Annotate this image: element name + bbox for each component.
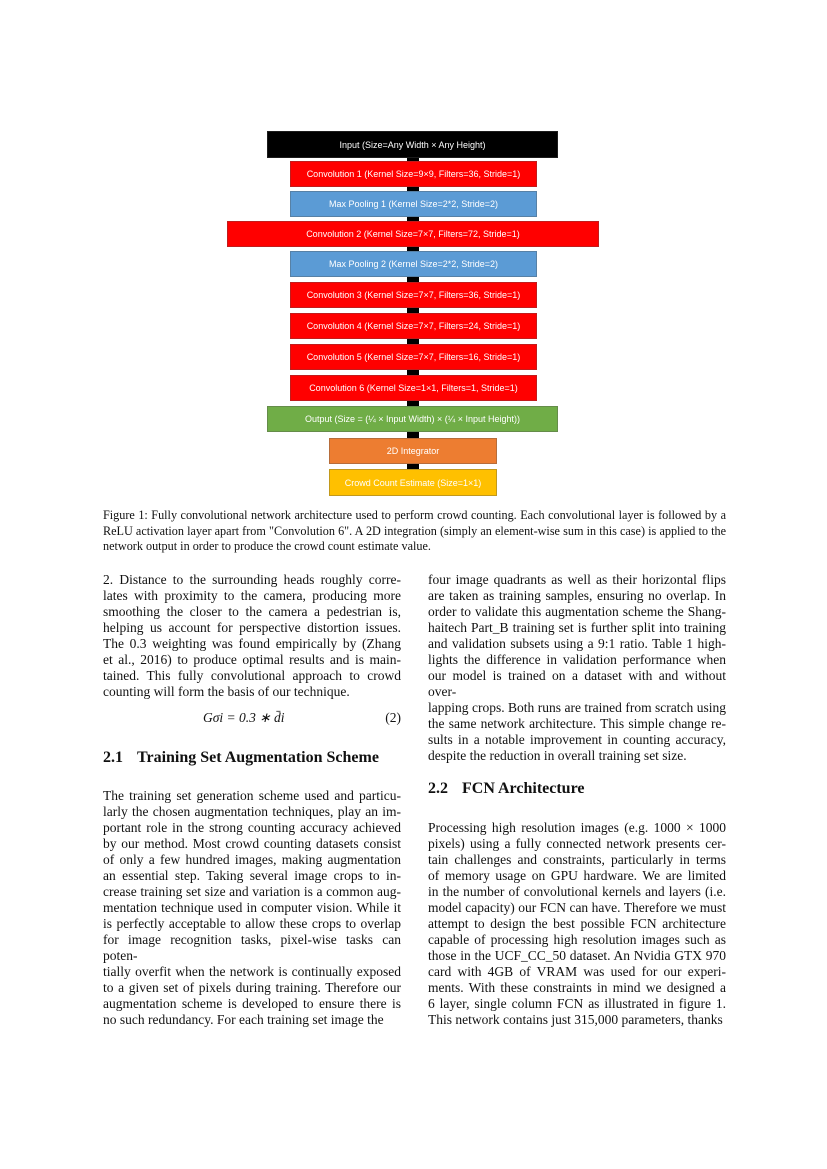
- text-line: This network contains just 315,000 parameters, thanks: [428, 1012, 723, 1027]
- text-line: Processing high resolution images (e.g. 1000 × 1000: [428, 820, 726, 835]
- text-line: tially overfit when the network is continually exposed: [103, 964, 401, 979]
- text-line: and validation subsets using a 9:1 ratio. Table 1 high-: [428, 636, 726, 651]
- layer-box: Convolution 1 (Kernel Size=9×9, Filters=36, Stride=1): [290, 161, 537, 187]
- layer-box: Input (Size=Any Width × Any Height): [267, 131, 558, 158]
- text-line: crease training set size and variation is a common aug-: [103, 884, 401, 899]
- text-line: lapping crops. Both runs are trained from scratch using: [428, 700, 726, 715]
- text-line: tain challenges and constraints, particularly in terms: [428, 852, 726, 867]
- text-line: pixels) using a fully connected network presents cer-: [428, 836, 726, 851]
- text-line: to a given set of pixels during training. Therefore our: [103, 980, 401, 995]
- text-line: our model is trained on a dataset with and without over-: [428, 668, 726, 699]
- figure-caption: Figure 1: Fully convolutional network architecture used to perform crowd counting. Each convolutional layer is followed by a ReLU activation layer apart from "Convolution 6". A 2D integration (simply an element-wise sum in this case) is applied to the network output in order to produce the crowd count estimate value.: [103, 508, 726, 553]
- text-line: of only a few hundred images, making augmentation: [103, 852, 401, 867]
- text-line: no such redundancy. For each training set image the: [103, 1012, 384, 1027]
- left-column: [103, 572, 401, 1028]
- section-heading-2-1: [103, 748, 401, 768]
- section-heading-2-2: [428, 779, 726, 799]
- layer-box: Max Pooling 1 (Kernel Size=2*2, Stride=2): [290, 191, 537, 217]
- text-line: The 0.3 weighting was found empirically by (Zhang: [103, 636, 401, 651]
- text-line: The training set generation scheme used and particu-: [103, 788, 401, 803]
- right-column: [428, 572, 726, 1028]
- text-line: portant role in the strong counting accuracy achieved: [103, 820, 401, 835]
- text-line: lights the difference in validation performance when: [428, 652, 726, 667]
- text-line: larly the chosen augmentation techniques, play an im-: [103, 804, 401, 819]
- text-line: capable of processing high resolution images such as: [428, 932, 726, 947]
- equation-number: (2): [385, 710, 401, 725]
- text-line: for image recognition tasks, pixel-wise tasks can poten-: [103, 932, 401, 963]
- text-line: mentation technique used in computer vision. While it: [103, 900, 401, 915]
- text-line: smoothing the closer to the camera a pedestrian is,: [103, 604, 401, 619]
- text-line: despite the reduction in overall training set size.: [428, 748, 687, 763]
- layer-box: Crowd Count Estimate (Size=1×1): [329, 469, 497, 496]
- text-line: is perfectly acceptable to allow these crops to overlap: [103, 916, 401, 931]
- text-line: helping us account for perspective distortion issues.: [103, 620, 401, 635]
- equation-body: Gσi = 0.3 ∗ d̄i: [203, 710, 285, 725]
- section-number: 2.1: [103, 749, 123, 766]
- text-line: counting will form the basis of our technique.: [103, 684, 350, 699]
- text-line: the same network architecture. This simple change re-: [428, 716, 726, 731]
- layer-box: Convolution 6 (Kernel Size=1×1, Filters=1, Stride=1): [290, 375, 537, 401]
- text-line: attempt to design the best possible FCN architecture: [428, 916, 726, 931]
- text-line: tained. This fully convolutional approach to crowd: [103, 668, 401, 683]
- text-line: order to validate this augmentation scheme the Shang-: [428, 604, 726, 619]
- layer-box: Output (Size = (¼ × Input Width) × (¼ × Input Height)): [267, 406, 558, 432]
- text-line: by our method. Most crowd counting datasets consist: [103, 836, 401, 851]
- text-line: 6 layer, single column FCN as illustrated in figure 1.: [428, 996, 726, 1011]
- text-line: 2. Distance to the surrounding heads roughly corre-: [103, 572, 401, 587]
- layer-box: 2D Integrator: [329, 438, 497, 464]
- text-line: card with 4GB of VRAM was used for our experi-: [428, 964, 726, 979]
- equation-2: [103, 708, 401, 728]
- right-paragraph-1: [428, 572, 726, 764]
- layer-box: Convolution 5 (Kernel Size=7×7, Filters=16, Stride=1): [290, 344, 537, 370]
- text-line: ments. With these constraints in mind we designed a: [428, 980, 726, 995]
- text-line: four image quadrants as well as their horizontal flips: [428, 572, 726, 587]
- text-line: lates with proximity to the camera, producing more: [103, 588, 401, 603]
- text-line: in the number of convolutional kernels and layers (i.e.: [428, 884, 726, 899]
- text-line: haitech Part_B training set is further split into training: [428, 620, 726, 635]
- layer-box: Convolution 3 (Kernel Size=7×7, Filters=36, Stride=1): [290, 282, 537, 308]
- section-title: FCN Architecture: [462, 780, 585, 797]
- layer-box: Convolution 4 (Kernel Size=7×7, Filters=24, Stride=1): [290, 313, 537, 339]
- text-line: are taken as training samples, ensuring no overlap. In: [428, 588, 726, 603]
- section-number: 2.2: [428, 780, 448, 797]
- text-line: sults in a notable improvement in counting accuracy,: [428, 732, 726, 747]
- text-line: those in the UCF_CC_50 dataset. An Nvidia GTX 970: [428, 948, 726, 963]
- text-line: model capacity) our FCN can have. Therefore we must: [428, 900, 726, 915]
- layer-box: Convolution 2 (Kernel Size=7×7, Filters=72, Stride=1): [227, 221, 599, 247]
- section-title: Training Set Augmentation Scheme: [137, 749, 379, 766]
- text-line: of memory usage on GPU hardware. We are limited: [428, 868, 726, 883]
- left-paragraph-2: [103, 788, 401, 1028]
- left-paragraph-1: [103, 572, 401, 700]
- text-line: et al., 2016) to produce optimal results and is main-: [103, 652, 401, 667]
- layer-box: Max Pooling 2 (Kernel Size=2*2, Stride=2): [290, 251, 537, 277]
- text-line: augmentation scheme is developed to ensure there is: [103, 996, 401, 1011]
- right-paragraph-2: [428, 820, 726, 1028]
- text-line: an essential step. Taking several image crops to in-: [103, 868, 401, 883]
